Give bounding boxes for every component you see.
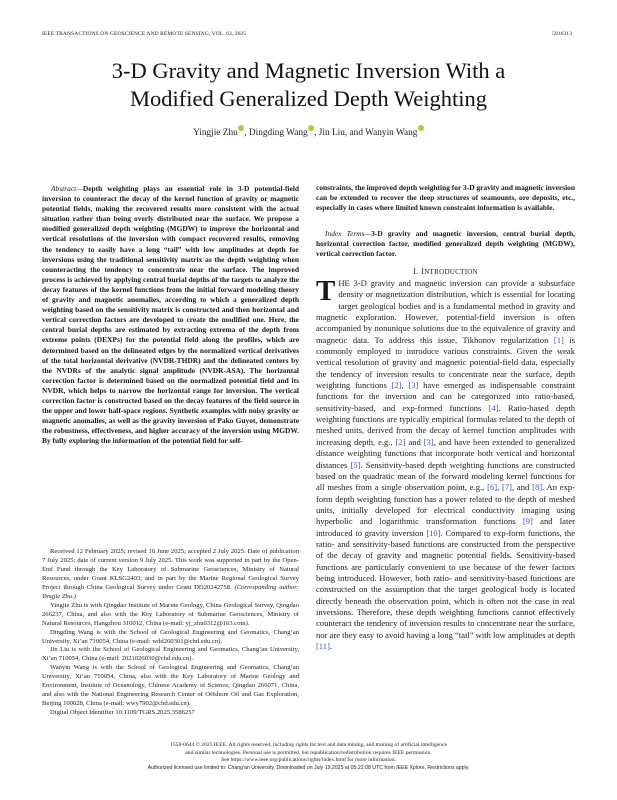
section-heading-introduction: I. INTRODUCTION [412, 266, 479, 276]
author-separator: , [314, 128, 319, 138]
citation-link[interactable]: [5] [350, 459, 361, 470]
citation-link[interactable]: [10] [426, 527, 441, 538]
paper-title [0, 57, 617, 113]
author-name[interactable]: Dingding Wang [248, 128, 308, 138]
rights-link[interactable]: See https://www.ieee.org/publications/rights/index.html for more information. [221, 757, 396, 764]
title-line-2: Modified Generalized Depth Weighting [129, 86, 488, 111]
footnote-affiliation-zhu: Yingjie Zhu is with Qingdao Institute of Marine Geology, China Geological Survey, Qingdao 266237, China, and also with the Key Laboratory of Submarine Geosciences, Ministry of Natural Resources, Hangzhou 310012, China (e-mail: yj_zhu0312@163.com). [42, 601, 299, 627]
drop-cap: T [316, 275, 336, 307]
author-name[interactable]: Yingjie Zhu [193, 128, 238, 138]
abstract-label: Abstract— [51, 184, 83, 193]
citation-link[interactable]: [7] [502, 482, 512, 493]
citation-link[interactable]: [2] [391, 380, 402, 391]
author-list [0, 125, 617, 138]
citation-link[interactable]: [1] [553, 334, 564, 345]
footnote-affiliation-liu: Jin Liu is with the School of Geological Engineering and Geomatics, Chang’an University, Xi’an 710054, China (e-mail: 2021026030@chd.edu.cn). [42, 646, 299, 663]
footnote-affiliation-wwang: Wanyin Wang is with the School of Geological Engineering and Geomatics, Chang’an University, Xi’an 710054, China, also with the Key Laboratory of Marine Geology and Environment, Institute of Oceanology, Chinese Academy of Science, Qingdao 266071, China, and also with the National Engineering Research Center of Offshore Oil and Gas Exploration, Beijing 100028, China (e-mail: wwy7902@chd.edu.cn). [42, 664, 299, 708]
author-name[interactable]: Jin Liu [318, 128, 345, 138]
index-terms-text: 3-D gravity and magnetic inversion, central burial depth, horizontal correction factor, modified generalized depth weighting (MGDW), vertical correction factor. [316, 229, 576, 259]
author-separator: , and [344, 128, 366, 138]
citation-link[interactable]: [11] [316, 641, 330, 651]
license-notice: Authorized licensed use limited to: Chang'an University. Downloaded on July 19,2025 at 05:22:08 UTC from IEEE Xplore. Restrictions apply. [147, 765, 470, 771]
footnote-affiliation-dwang: Dingding Wang is with the School of Geological Engineering and Geomatics, Chang’an University, Xi’an 710054, China (e-mail: wdd260301@chd.edu.cn). [42, 628, 299, 645]
introduction-body: THE 3-D gravity and magnetic inversion can provide a subsurface density or magnetization distribution, which is essential for locating target geological bodies and is a fundamental method in gravity and magnetic exploration. However, potential-field inversion is often accompanied by nonunique solutions due to the equivalence of gravity and magnetic data. To address this issue, Tikhonov regularization [1] is commonly employed to introduce various constraints. Given the weak vertical resolution of gravity and magnetic potential-field data, especially the tendency of inversion results to concentrate near the surface, depth weighting functions [2], [3] have emerged as indispensable constraint functions for the inversion and can be categorized into ratio-based, sensitivity-based, and exp-formed functions [4]. Ratio-based depth weighting functions are typically empirical formulas related to the depth of meshed units, derived from the decay of kernel function amplitudes with increasing depth, e.g., [2] and [3], and have been extended to generalized distance weighting functions that incorporate both vertical and horizontal distances [5]. Sensitivity-based depth weighting functions are constructed based on the quadratic mean of the forward modeling kernel functions for all meshes from a single observation point, e.g., [6], [7], and [8]. An exp-form depth weighting function has a power related to the depth of meshed units, initially developed for electrical conductivity imaging using hyperbolic and logarithmic transformation functions [9] and later introduced to gravity inversion [10]. Compared to exp-form functions, the ratio- and sensitivity-based functions are constructed from the perspective of the decay of gravity and magnetic potential fields. Sensitivity-based functions are particularly convenient to use because of the fewer factors being introduced. However, both ratio- and sensitivity-based functions are constructed on the assumption that the target geological body is located directly beneath the observation point, which is often not the case in real inversions. Therefore, these depth weighting functions cannot effectively counteract the tendency of inversion results to concentrate near the surface, nor are they easy to avoid having a long “tail” with low amplitudes at depth [11]. [316, 275, 576, 651]
citation-link[interactable]: [3] [423, 436, 434, 447]
author-separator: , [244, 128, 249, 138]
footnotes [42, 548, 299, 718]
citation-link[interactable]: [3] [408, 380, 419, 391]
page-number: 5916313 [552, 31, 572, 37]
index-terms [316, 229, 575, 259]
citation-link[interactable]: [9] [522, 516, 533, 527]
copyright-notice: 1558-0644 © 2025 IEEE. All rights reserved, including rights for text and data mining, and training of artificial intelligence and similar technologies. Personal use is permitted, but republication/redistribution requires IEEE permission. See https://www.ieee.org/publications/rights/index.html for more information. [0, 742, 617, 765]
running-header [42, 31, 572, 41]
doi[interactable]: Digital Object Identifier 10.1109/TGRS.2025.3586257 [50, 709, 195, 717]
orcid-icon[interactable] [418, 125, 424, 131]
title-line-1: 3-D Gravity and Magnetic Inversion With a [111, 58, 506, 83]
footnote-received: Received 12 February 2025; revised 10 June 2025; accepted 2 July 2025. Date of publication 7 July 2025; date of current version 9 July 2025. This work was supported in part by the Open-End Fund through the Key Laboratory of Submarine Geosciences, Ministry of Natural Resources, under Grant KLSG2403; and in part by the Marine Regional Geological Survey Project through China Geological Survey under Grant DD20242758. (Corresponding author: Yingjie Zhu.) [42, 548, 299, 600]
citation-link[interactable]: [8] [532, 482, 543, 493]
author-name[interactable]: Wanyin Wang [365, 128, 418, 138]
abstract-text: Depth weighting plays an essential role in 3-D potential-field inversion to counteract the decay of the kernel function of gravity or magnetic potential fields, making the recovered results more consistent with the actual situation rather than being overly distributed near the surface. We propose a modified generalized depth weighting (MGDW) to improve the horizontal and vertical resolutions of the inversion with compact recovered results, removing the tendency to easily have a long “tail” with low amplitudes at depth for inversions using the traditional sensitivity matrix as the depth weighting when counteracting the tendency to concentrate near the surface. The improved process is achieved by applying central burial depths of the targets to analyze the decay features of the kernel functions from the initial forward modeling theory of gravity and magnetic anomalies, according to which a generalized depth weighting based on the sensitivity matrix is constructed and then horizontal and vertical correction factors are developed to create the modified one. Here, the central burial depths are estimated by extracting extrema of the depth from extreme points (DEXPs) for the potential field along the profiles, which are determined based on the delineated edges by the normalized vertical derivatives of the total horizontal derivative (NVDR-THDR) and the delineated centers by the NVDRs of the analytic signal amplitude (NVDR-ASA). The horizontal correction factor is determined based on the normalized potential field and its NVDR, which helps to narrow the horizontal range for inversion. The vertical correction factor is constructed based on the decay features of the field source in the upper and lower half-space regions. Synthetic examples with noisy gravity or magnetic anomalies, as well as the gravity inversion of Pako Guyot, demonstrate the robustness, effectiveness, and higher accuracy of the inversion using MGDW. By fully exploring the information of the potential field for self- [42, 184, 299, 446]
citation-link[interactable]: [4] [488, 402, 499, 413]
journal-name: IEEE TRANSACTIONS ON GEOSCIENCE AND REMOTE SENSING, VOL. 63, 2025 [42, 31, 247, 37]
index-terms-label: Index Terms— [325, 229, 372, 238]
citation-link[interactable]: [6] [487, 482, 498, 493]
corresponding-author: (Corresponding author: Yingjie Zhu.) [42, 583, 299, 600]
citation-link[interactable]: [2] [395, 436, 406, 447]
abstract [42, 184, 299, 446]
abstract-continued: constraints, the improved depth weighting for 3-D gravity and magnetic inversion can be extended to recover the deep structures of seamounts, ore deposits, etc., especially in cases where limited known constraint information is available. [316, 183, 576, 213]
